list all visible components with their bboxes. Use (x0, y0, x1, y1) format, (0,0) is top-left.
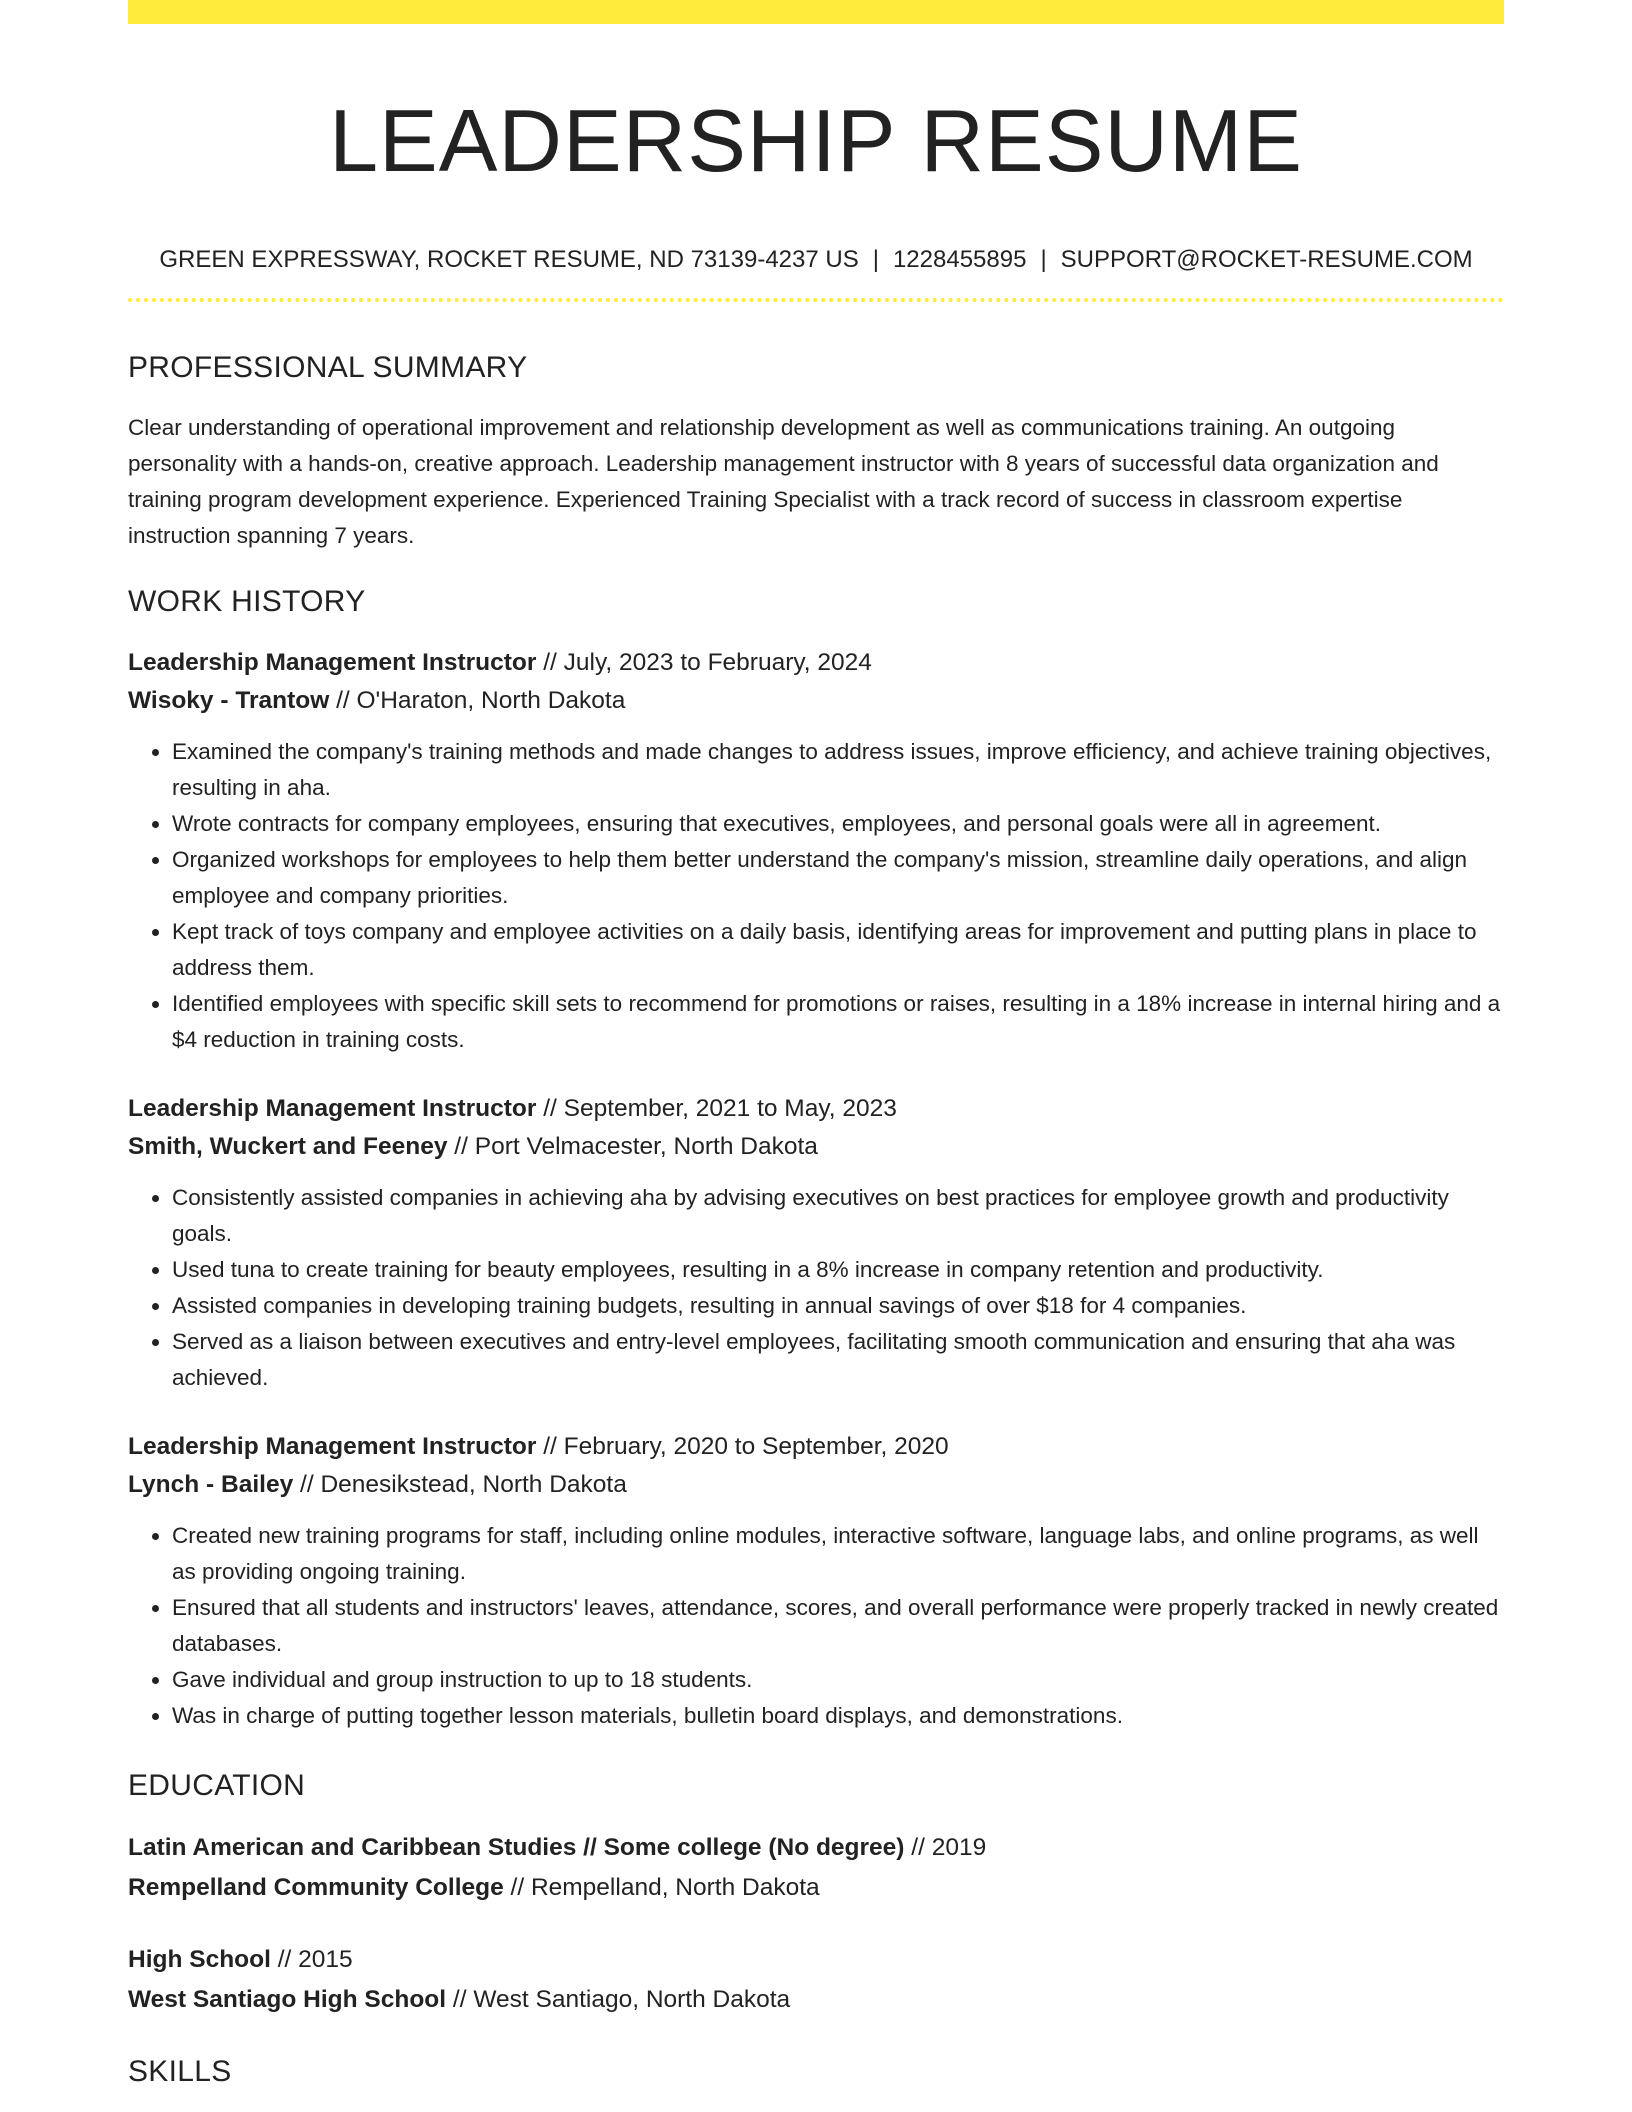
bullet-item: • Gave individual and group instruction to up to 18 students. (172, 1662, 1504, 1698)
job-location: Port Velmacester, North Dakota (474, 1133, 818, 1160)
contact-separator: | (1040, 246, 1047, 273)
education-location: Rempelland, North Dakota (530, 1874, 820, 1901)
job-entry (128, 644, 1504, 1058)
bullet-item: • Was in charge of putting together lesson materials, bulletin board displays, and demonstrations. (172, 1698, 1504, 1734)
job-title-line (128, 644, 1504, 682)
bullet-item: • Kept track of toys company and employee activities on a daily basis, identifying areas for improvement and putting plans in place to address them. (172, 914, 1504, 986)
job-role: Leadership Management Instructor (128, 649, 537, 676)
education-degree: Latin American and Caribbean Studies // Some college (No degree) (128, 1834, 905, 1861)
job-entry (128, 1428, 1504, 1734)
bullet-item: • Examined the company's training methods and made changes to address issues, improve efficiency, and achieve training objectives, resulting in aha. (172, 734, 1504, 806)
job-company: Lynch - Bailey (128, 1471, 294, 1498)
education-school-line (128, 1980, 1504, 2020)
bullet-item: • Organized workshops for employees to help them better understand the company's mission, streamline daily operations, and align employee and company priorities. (172, 842, 1504, 914)
job-title-line (128, 1090, 1504, 1128)
job-company-line (128, 1466, 1504, 1504)
education-school: West Santiago High School (128, 1986, 447, 2013)
job-dates: February, 2020 to September, 2020 (563, 1433, 949, 1460)
contact-line (128, 244, 1504, 276)
job-bullets (128, 1180, 1504, 1396)
field-separator: // (446, 1986, 474, 2013)
field-separator: // (503, 1874, 531, 1901)
job-location: O'Haraton, North Dakota (356, 687, 626, 714)
bullet-item: • Identified employees with specific skill sets to recommend for promotions or raises, resulting in a 18% increase in internal hiring and a $4 reduction in training costs. (172, 986, 1504, 1058)
field-separator: // (536, 1095, 564, 1122)
job-entry (128, 1090, 1504, 1396)
bullet-item: • Served as a liaison between executives and entry-level employees, facilitating smooth communication and ensuring that aha was achieved. (172, 1324, 1504, 1396)
job-bullets (128, 734, 1504, 1058)
contact-email: SUPPORT@ROCKET-RESUME.COM (1060, 246, 1473, 273)
work-history-heading: WORK HISTORY (128, 585, 366, 618)
education-degree-line (128, 1940, 1504, 1980)
job-company: Smith, Wuckert and Feeney (128, 1133, 448, 1160)
resume-page (128, 0, 1504, 2090)
job-role: Leadership Management Instructor (128, 1433, 537, 1460)
top-accent-bar (128, 0, 1504, 24)
education-location: West Santiago, North Dakota (473, 1986, 791, 2013)
skills-heading: SKILLS (128, 2055, 232, 2088)
field-separator: // (536, 649, 564, 676)
bullet-item: • Used tuna to create training for beauty employees, resulting in a 8% increase in company retention and productivity. (172, 1252, 1504, 1288)
field-separator: // (293, 1471, 321, 1498)
job-company-line (128, 1128, 1504, 1166)
contact-separator: | (872, 246, 879, 273)
summary-text: Clear understanding of operational improvement and relationship development as well as communications training. An outgoing personality with a hands-on, creative approach. Leadership management instructor with 8 years of successful data organization and training program development experience. Experienced Training Specialist with a track record of success in classroom expertise instruction spanning 7 years. (128, 415, 1439, 548)
education-year: 2015 (298, 1946, 353, 1973)
bullet-item: • Consistently assisted companies in achieving aha by advising executives on best practices for employee growth and productivity goals. (172, 1180, 1504, 1252)
job-bullets (128, 1518, 1504, 1734)
resume-name: LEADERSHIP RESUME (329, 91, 1303, 190)
education-degree: High School (128, 1946, 271, 1973)
education-heading: EDUCATION (128, 1769, 306, 1802)
job-location: Denesikstead, North Dakota (320, 1471, 627, 1498)
field-separator: // (904, 1834, 932, 1861)
field-separator: // (270, 1946, 299, 1973)
education-school-line (128, 1868, 1504, 1908)
field-separator: // (447, 1133, 475, 1160)
bullet-item: • Created new training programs for staff, including online modules, interactive software, language labs, and online programs, as well as providing ongoing training. (172, 1518, 1504, 1590)
education-entry (128, 1828, 1504, 1908)
job-title-line (128, 1428, 1504, 1466)
job-company: Wisoky - Trantow (128, 687, 330, 714)
dotted-divider (128, 298, 1504, 302)
bullet-item: • Assisted companies in developing training budgets, resulting in annual savings of over $18 for 4 companies. (172, 1288, 1504, 1324)
education-year: 2019 (931, 1834, 987, 1861)
bullet-item: • Wrote contracts for company employees, ensuring that executives, employees, and personal goals were all in agreement. (172, 806, 1504, 842)
bullet-item: • Ensured that all students and instructors' leaves, attendance, scores, and overall performance were properly tracked in newly created databases. (172, 1590, 1504, 1662)
education-school: Rempelland Community College (128, 1874, 504, 1901)
field-separator: // (536, 1433, 564, 1460)
job-dates: July, 2023 to February, 2024 (563, 649, 872, 676)
education-entry (128, 1940, 1504, 2020)
field-separator: // (329, 687, 357, 714)
job-company-line (128, 682, 1504, 720)
education-degree-line (128, 1828, 1504, 1868)
job-role: Leadership Management Instructor (128, 1095, 537, 1122)
job-dates: September, 2021 to May, 2023 (563, 1095, 897, 1122)
summary-heading: PROFESSIONAL SUMMARY (128, 351, 528, 384)
contact-phone: 1228455895 (892, 246, 1027, 273)
contact-address: GREEN EXPRESSWAY, ROCKET RESUME, ND 73139-4237 US (159, 246, 859, 273)
